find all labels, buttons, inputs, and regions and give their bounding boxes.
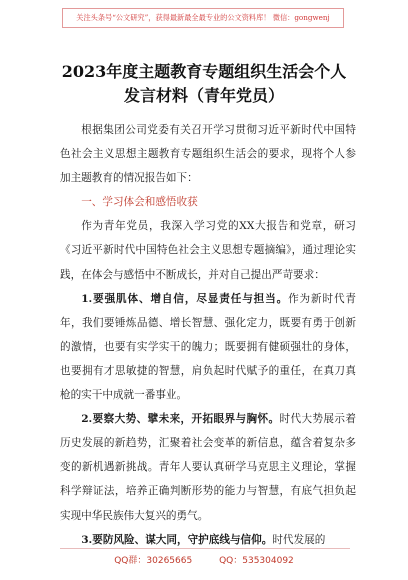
list-item-lead: 1.要强肌体、增自信，尽显责任与担当。	[81, 292, 289, 305]
footer-divider	[60, 548, 350, 549]
footer-qq-group: QQ群：30265665	[114, 556, 193, 566]
intro-paragraph: 根据集团公司党委有关召开学习贯彻习近平新时代中国特色社会主义思想主题教育专题组织生活会的要求，现将个人参加主题教育的情况报告如下：	[60, 124, 356, 185]
list-item-lead: 2.要察大势、擘未来，开拓眼界与胸怀。	[81, 413, 280, 426]
paragraph: 作为青年党员，我深入学习党的XX大报告和党章，研习《习近平新时代中国特色社会主义思想专题摘编》，通过理论实践，在体会与感悟中不断成长，并对自己提出严苛要求：	[60, 220, 356, 281]
section-heading: 一、学习体会和感悟收获	[81, 196, 198, 209]
document-body	[60, 118, 356, 552]
list-item-text: 作为新时代青年，我们要锤炼品德、增长智慧、强化定力，既要有勇于创新的激情，也要有实学实干的魄力；既要拥有健硕强壮的身体，也要拥有才思敏捷的智慧，肩负起时代赋予的重任，在真刀真枪的实干中成就一番事业。	[60, 292, 357, 402]
header-banner: 关注头条号“公文研究”，获得最新最全最专业的公文资料库！ 微信：gongwenj	[62, 8, 344, 28]
list-item-text: 时代大势展示着历史发展的新趋势，汇聚着社会变革的新信息，蕴含着复杂多变的新机遇新挑战。青年人要认真研学马克思主义理论，掌握科学辩证法，培养正确判断形势的能力与智慧，有底气担负起实现中华民族伟大复兴的勇气。	[60, 413, 356, 522]
list-item-lead: 3.要防风险、谋大同，守护底线与信仰。	[81, 533, 273, 546]
footer	[0, 553, 408, 566]
footer-qq: QQ：535304092	[219, 556, 294, 566]
document-title-line1: 2023年度主题教育专题组织生活会个人	[61, 62, 347, 81]
list-item-text: 时代发展的	[272, 533, 326, 546]
list-item	[60, 287, 356, 407]
document-title-line2: 发言材料（青年党员）	[123, 86, 284, 105]
list-item	[60, 407, 356, 527]
